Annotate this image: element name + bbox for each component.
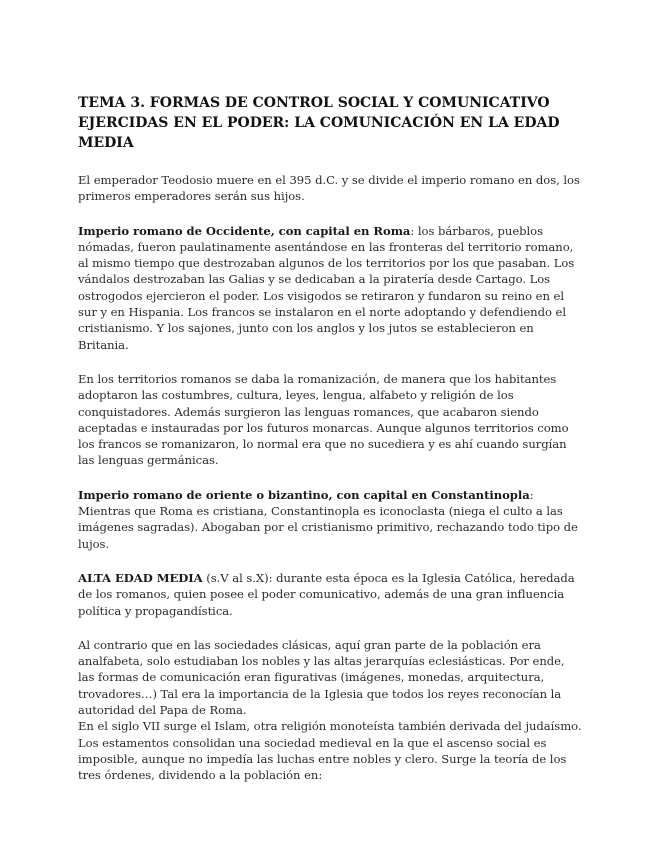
heading-imperio-occidente: Imperio romano de Occidente, con capital en Roma (78, 223, 411, 238)
paragraph-romanizacion: En los territorios romanos se daba la romanización, de manera que los habitantes adoptaron las costumbres, cultura, leyes, lengua, alfabeto y religión de los conquistadores. Además surgieron las lenguas romances, que acabaron siendo aceptadas e instauradas por los futuros monarcas. Aunque algunos territorios como los francos se romanizaron, lo normal era que no sucediera y es ahí cuando surgían las lenguas germánicas. (78, 371, 569, 468)
text-imperio-occidente: : los bárbaros, pueblos nómadas, fueron paulatinamente asentándose en las fronteras del territorio romano, al mismo tiempo que destrozaban algunos de los territorios por los que pasaban. Los vándalos destrozaban las Galias y se dedicaban a la piratería desde Cartago. Los ostrogodos ejercieron el poder. Los visigodos se retiraron y fundaron su reino en el sur y en Hispania. Los francos se instalaron en el norte adoptando y defendiendo el cristianismo. Y los sajones, junto con los anglos y los jutos se establecieron en Britania. (78, 223, 575, 352)
document-title: TEMA 3. FORMAS DE CONTROL SOCIAL Y COMUNICATIVO EJERCIDAS EN EL PODER: LA COMUNICACIÓN EN LA EDAD MEDIA (78, 95, 560, 151)
paragraph-alta-edad-media (78, 570, 583, 619)
paragraph-teodosio: El emperador Teodosio muere en el 395 d.C. y se divide el imperio romano en dos, los primeros emperadores serán sus hijos. (78, 173, 580, 204)
paragraph-islam: En el siglo VII surge el Islam, otra religión monoteísta también derivada del judaísmo. Los estamentos consolidan una sociedad medieval en la que el ascenso social es imposible, aunque no impedía las luchas entre nobles y clero. Surge la teoría de los tres órdenes, dividendo a la población en: (78, 719, 582, 783)
heading-alta-edad-media: ALTA EDAD MEDIA (78, 570, 203, 585)
document-body (78, 93, 583, 802)
paragraph-imperio-occidente (78, 223, 583, 353)
paragraph-imperio-oriente (78, 487, 583, 552)
text-alta-edad-media: (s.V al s.X): durante esta época es la Iglesia Católica, heredada de los romanos, quien posee el poder comunicativo, además de una gran influencia política y propagandística. (78, 570, 575, 618)
text-imperio-oriente: : Mientras que Roma es cristiana, Constantinopla es iconoclasta (niega el culto a las imágenes sagradas). Abogaban por el cristianismo primitivo, rechazando todo tipo de lujos. (78, 487, 578, 551)
paragraph-sociedades-clasicas: Al contrario que en las sociedades clásicas, aquí gran parte de la población era analfabeta, solo estudiaban los nobles y las altas jerarquías eclesiásticas. Por ende, las formas de comunicación eran figurativas (imágenes, monedas, arquitectura, trovadores…) Tal era la importancia de la Iglesia que todos los reyes reconocían la autoridad del Papa de Roma. (78, 637, 565, 718)
heading-imperio-oriente: Imperio romano de oriente o bizantino, con capital en Constantinopla (78, 487, 530, 502)
